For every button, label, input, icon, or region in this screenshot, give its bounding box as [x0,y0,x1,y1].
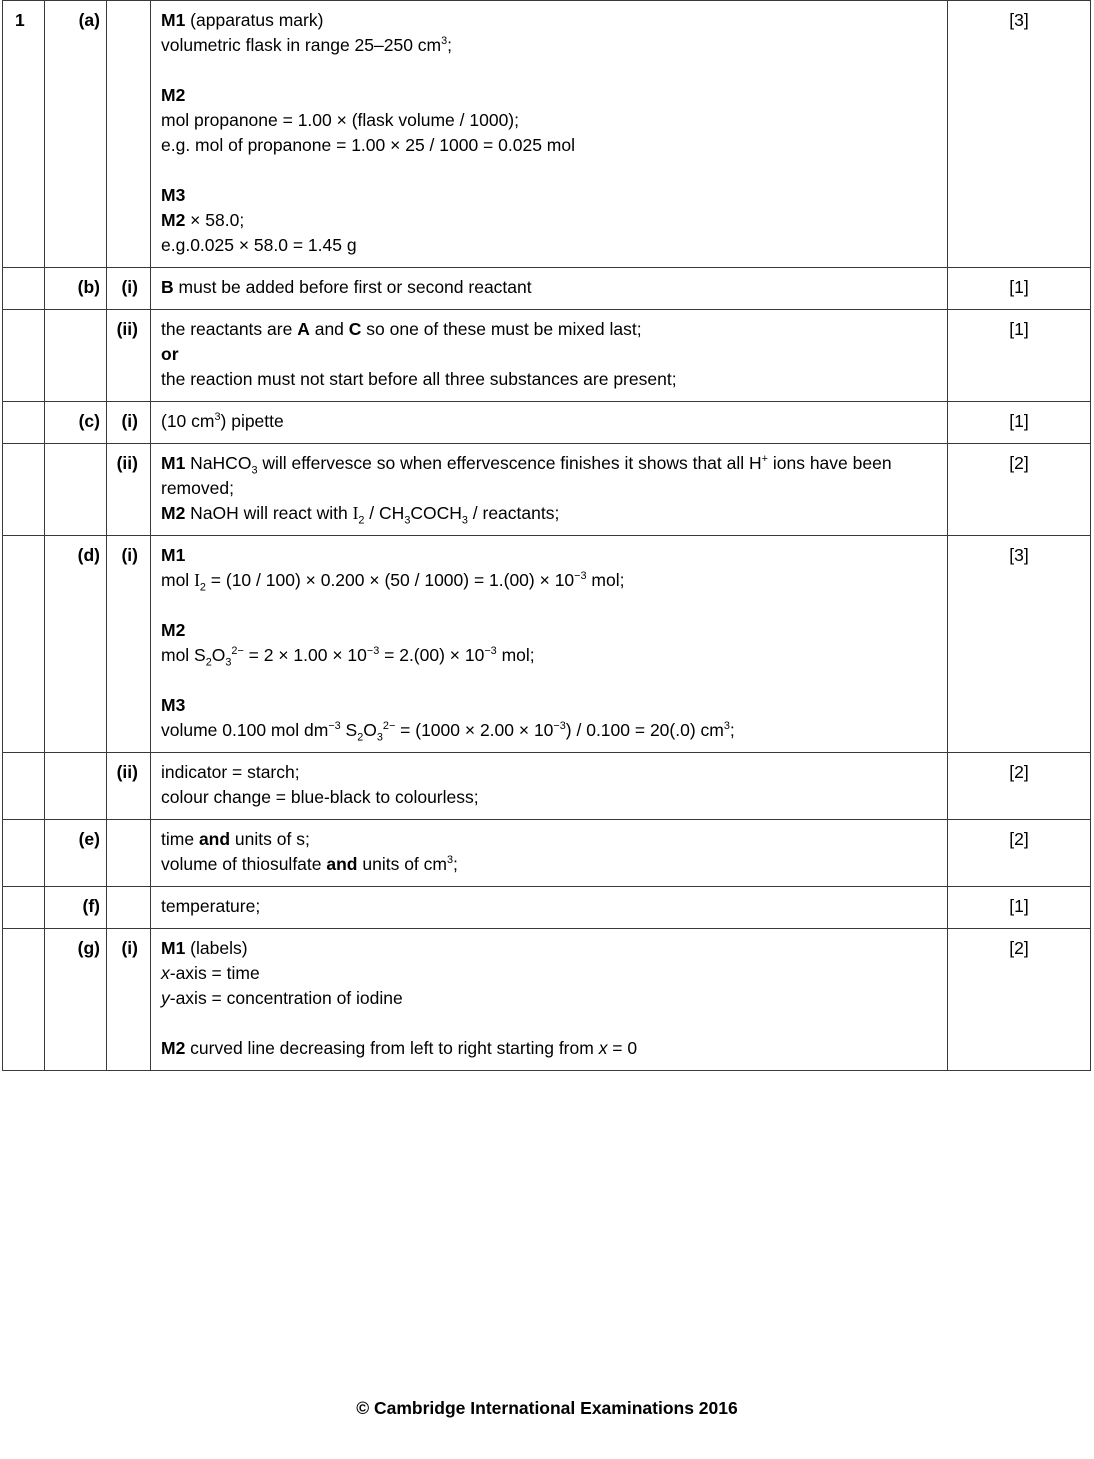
answer-cell [151,310,948,402]
answer-line: M3 [161,185,186,205]
subpart-label: (ii) [116,453,138,473]
part-label: (d) [77,545,100,565]
answer-line: M1 (labels) [161,938,248,958]
question-number-cell [3,402,45,444]
marks-cell [948,929,1091,1071]
marks-value: [3] [1009,10,1029,30]
subpart-label-cell [107,820,151,887]
part-label: (c) [78,411,100,431]
question-number-cell [3,310,45,402]
question-number: 1 [15,10,25,30]
part-label-cell [45,536,107,753]
answer-cell [151,268,948,310]
question-number-cell [3,536,45,753]
marks-cell [948,268,1091,310]
marks-cell [948,887,1091,929]
marks-value: [1] [1009,319,1029,339]
subpart-label-cell [107,887,151,929]
part-label: (f) [82,896,100,916]
question-number-cell [3,268,45,310]
answer-line: (10 $cm^3$) pipette [161,411,284,431]
page-footer: © Cambridge International Examinations 2016 [356,1398,738,1418]
answer-line: M2 [161,85,186,105]
answer-line: colour change = blue-black to colourless; [161,787,479,807]
answer-line: M3 [161,695,186,715]
part-label-cell [45,929,107,1071]
table-row [3,753,1091,820]
answer-line: time and units of s; [161,829,310,849]
subpart-label: (i) [121,411,138,431]
answer-line [161,158,939,183]
answer-line: the reaction must not start before all three substances are present; [161,369,677,389]
answer-line: M2 × 58.0; [161,210,245,230]
marks-cell [948,444,1091,536]
answer-line: M1 [161,545,186,565]
answer-line: e.g.0.025 × 58.0 = 1.45 g [161,235,357,255]
marks-value: [1] [1009,896,1029,916]
part-label-cell [45,887,107,929]
table-row [3,310,1091,402]
part-label-cell [45,820,107,887]
subpart-label-cell [107,310,151,402]
marks-cell [948,402,1091,444]
answer-line [161,58,939,83]
answer-cell [151,820,948,887]
marks-cell [948,1,1091,268]
subpart-label: (i) [121,277,138,297]
answer-cell [151,929,948,1071]
answer-cell [151,402,948,444]
marks-cell [948,310,1091,402]
marks-value: [1] [1009,411,1029,431]
answer-line: M2 NaOH will react with $I_2$ / $CH_3COCH_3$ / reactants; [161,503,560,527]
subpart-label-cell [107,929,151,1071]
marks-cell [948,536,1091,753]
table-row [3,444,1091,536]
answer-line [161,1011,939,1036]
answer-line: M1 NaHCO$_3$ will effervesce so when effervescence finishes it shows that all H+ ions have been removed; [161,453,897,498]
marks-value: [2] [1009,829,1029,849]
question-number-cell [3,753,45,820]
answer-line: the reactants are A and C so one of these must be mixed last; [161,319,642,339]
subpart-label: (i) [121,938,138,958]
answer-cell [151,887,948,929]
answer-line: e.g. mol of propanone = 1.00 × 25 / 1000 = 0.025 mol [161,135,575,155]
part-label-cell [45,753,107,820]
question-number-cell [3,444,45,536]
marks-value: [1] [1009,277,1029,297]
part-label-cell [45,402,107,444]
subpart-label-cell [107,1,151,268]
question-number-cell [3,929,45,1071]
part-label-cell [45,268,107,310]
subpart-label: (ii) [116,319,138,339]
marks-cell [948,753,1091,820]
part-label: (b) [77,277,100,297]
table-row [3,887,1091,929]
answer-line: mol $I_2 = (10 / 100) \times 0.200 \times (50 / 1000) = 1.(00) \times 10^{-3}$ mol; [161,570,625,594]
table-row [3,402,1091,444]
mark-scheme-table [2,0,1091,1071]
marks-value: [2] [1009,938,1029,958]
answer-line: mol propanone = 1.00 × (flask volume / 1000); [161,110,519,130]
answer-line: volume 0.100 mol $dm^{-3}$ $S_2O_3^{2-} = (1000 \times 2.00 \times 10^{-3}) / 0.100 = 20(.0)$ $cm^3$; [161,720,735,744]
table-row [3,268,1091,310]
part-label: (g) [77,938,100,958]
marks-value: [2] [1009,762,1029,782]
part-label-cell [45,310,107,402]
part-label-cell [45,1,107,268]
answer-line: y-axis = concentration of iodine [161,988,403,1008]
question-number-cell [3,820,45,887]
answer-line: volumetric flask in range 25–250 $cm^3$; [161,35,453,55]
answer-line: volume of thiosulfate and units of $cm^3$; [161,854,458,874]
question-number-cell [3,1,45,268]
table-row [3,820,1091,887]
answer-line [161,668,939,693]
table-row [3,1,1091,268]
marks-cell [948,820,1091,887]
table-row [3,536,1091,753]
marks-value: [2] [1009,453,1029,473]
subpart-label-cell [107,753,151,820]
answer-line: M1 (apparatus mark) [161,10,324,30]
table-row [3,929,1091,1071]
part-label-cell [45,444,107,536]
table-body [3,1,1091,1071]
answer-cell [151,444,948,536]
answer-line: M2 [161,620,186,640]
subpart-label-cell [107,402,151,444]
marks-value: [3] [1009,545,1029,565]
answer-line: indicator = starch; [161,762,300,782]
answer-line: or [161,344,179,364]
answer-line: M2 curved line decreasing from left to right starting from x = 0 [161,1038,638,1058]
subpart-label-cell [107,536,151,753]
answer-line: x-axis = time [161,963,260,983]
part-label: (e) [78,829,100,849]
answer-cell [151,1,948,268]
question-number-cell [3,887,45,929]
part-label: (a) [78,10,100,30]
answer-line: temperature; [161,896,261,916]
subpart-label-cell [107,268,151,310]
answer-line: mol $S_2O_3^{2-} = 2 \times 1.00 \times 10^{-3} = 2.(00) \times 10^{-3}$ mol; [161,645,535,669]
answer-line [161,593,939,618]
answer-cell [151,536,948,753]
subpart-label-cell [107,444,151,536]
answer-cell [151,753,948,820]
answer-line: B must be added before first or second reactant [161,277,532,297]
subpart-label: (ii) [116,762,138,782]
subpart-label: (i) [121,545,138,565]
